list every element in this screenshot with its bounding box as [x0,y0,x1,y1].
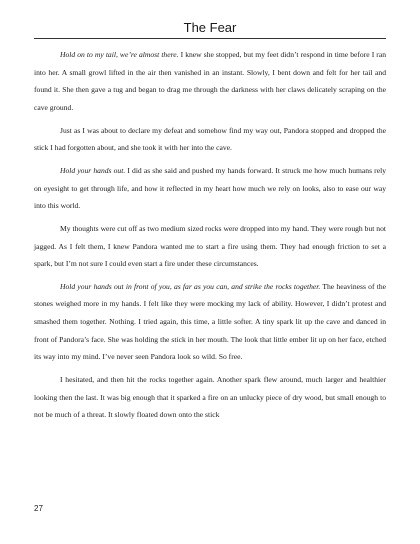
running-header-title: The Fear [183,20,237,35]
italic-dialogue: Hold on to my tail, we’re almost there. [60,50,179,59]
paragraph-text: The heaviness of the stones weighed more in my hands. I felt like they were mocking my lack of ability. However, I didn’t protest and smashed them together. Nothing. I tried again, this time, a little softer. A tiny spark lit up the cave and danced in front of Pandora’s face. She was holding the stick in her mouth. The look that little ember lit up on her face, etched its way into my mind. I’ve never seen Pandora look so wild. So free. [34,281,386,362]
paragraph-text: I did as she said and pushed my hands forward. It struck me how much humans rely on eyesight to get through life, and how it reflected in my heart how much we rely on looks, also to ease our way into this world. [34,165,386,211]
italic-dialogue: Hold your hands out in front of you, as far as you can, and strike the rocks together. [60,281,321,291]
paragraph [34,122,386,157]
page-number: 27 [34,504,43,513]
paragraph [34,162,386,215]
italic-dialogue: Hold your hands out. [60,165,126,175]
paragraph [34,46,386,116]
paragraph-text: My thoughts were cut off as two medium sized rocks were dropped into my hand. They were rough but not jagged. As I felt them, I knew Pandora wanted me to start a fire using them. They had enough friction to set a spark, but I’m not sure I could even start a fire under these circumstances. [34,223,386,269]
paragraph-text: I hesitated, and then hit the rocks together again. Another spark flew around, much larger and healthier looking then the last. It was big enough that it sparked a fire on an unlucky piece of dry wood, but small enough to not be much of a threat. It slowly floated down onto the stick [34,375,386,420]
header-rule [34,38,386,39]
paragraph-text: I knew she stopped, but my feet didn’t respond in time before I ran into her. A small growl lifted in the air then vanished in an instant. Slowly, I bent down and felt for her tail and found it. She then gave a tug and began to drag me through the darkness with her claws delicately scraping on the cave ground. [34,50,386,112]
body-text [34,46,386,429]
paragraph [34,220,386,273]
paragraph [34,278,386,366]
paragraph-text: Just as I was about to declare my defeat and somehow find my way out, Pandora stopped and dropped the stick I had forgotten about, and she took it with her into the cave. [34,125,386,153]
paragraph [34,371,386,424]
